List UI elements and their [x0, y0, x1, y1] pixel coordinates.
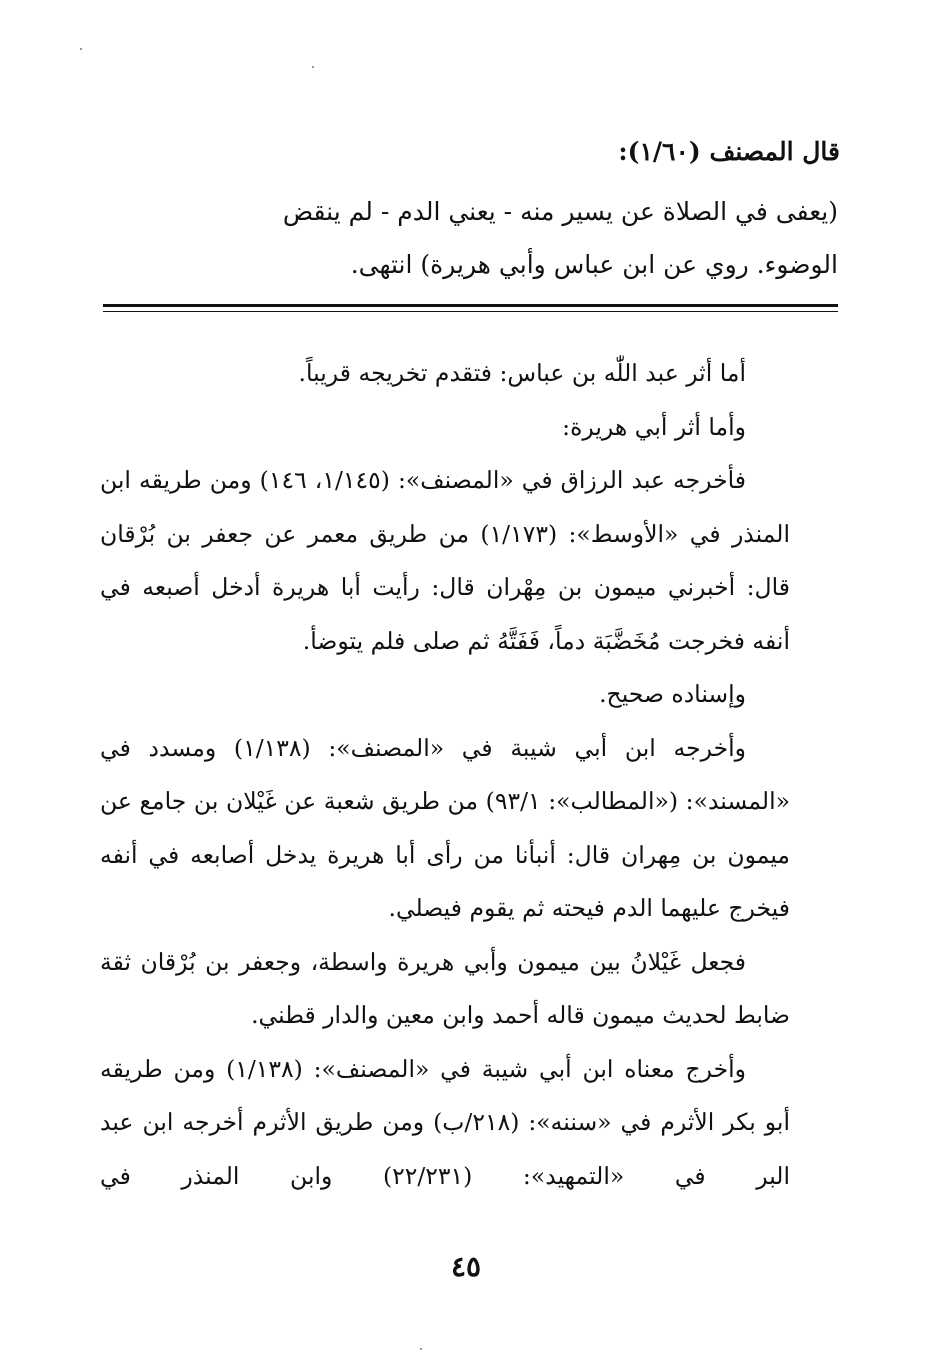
- quote-line: (يعفى في الصلاة عن يسير منه - يعني الدم - لم ينقض: [282, 197, 838, 226]
- quote-line: الوضوء. روي عن ابن عباس وأبي هريرة) انتهى.: [350, 250, 838, 279]
- scan-speck: [420, 1348, 422, 1350]
- scan-speck: [312, 66, 314, 68]
- separator-rule-thin: [103, 311, 838, 312]
- quoted-text: [96, 185, 838, 291]
- paragraph: وأخرج معناه ابن أبي شيبة في «المصنف»: (١/١٣٨) ومن طريقه أبو بكر الأثرم في «سننه»: (٢١٨/ب) ومن طريق الأثرم أخرجه ابن عبد البر في «التمهيد»: (٢٢/٢٣١) وابن المنذر في: [100, 1054, 790, 1190]
- section-heading: قال المصنف (١/٦٠):: [618, 137, 840, 166]
- paragraph: أما أثر عبد اللّٰه بن عباس: فتقدم تخريجه قريباً.: [298, 359, 746, 387]
- paragraph: وإسناده صحيح.: [599, 680, 746, 708]
- paragraph: وأما أثر أبي هريرة:: [562, 412, 746, 441]
- paragraph: وأخرجه ابن أبي شيبة في «المصنف»: (١/١٣٨) ومسدد في «المسند»: («المطالب»: ٩٣/١) من طريق شعبة عن غَيْلان بن جامع عن ميمون بن مِهران قال: أنبأنا من رأى أبا هريرة يدخل أصابعه في أنفه فيخرج عليهما الدم فيحته ثم يقوم فيصلي.: [100, 733, 790, 922]
- commentary-body: [100, 347, 790, 1203]
- page-number: ٤٥: [450, 1250, 482, 1283]
- paragraph: فجعل غَيْلانُ بين ميمون وأبي هريرة واسطة، وجعفر بن بُرْقان ثقة ضابط لحديث ميمون قاله أحمد وابن معين والدار قطني.: [100, 947, 790, 1029]
- separator-rule: [103, 304, 838, 307]
- scan-speck: [80, 48, 82, 50]
- paragraph: فأخرجه عبد الرزاق في «المصنف»: (١/١٤٥، ١٤٦) ومن طريقه ابن المنذر في «الأوسط»: (١/١٧٣) من طريق معمر عن جعفر بن بُرْقان قال: أخبرني ميمون بن مِهْران قال: رأيت أبا هريرة أدخل أصبعه في أنفه فخرجت مُخَضَّبَة دماً، فَفَتَّهُ ثم صلى فلم يتوضأ.: [100, 466, 790, 655]
